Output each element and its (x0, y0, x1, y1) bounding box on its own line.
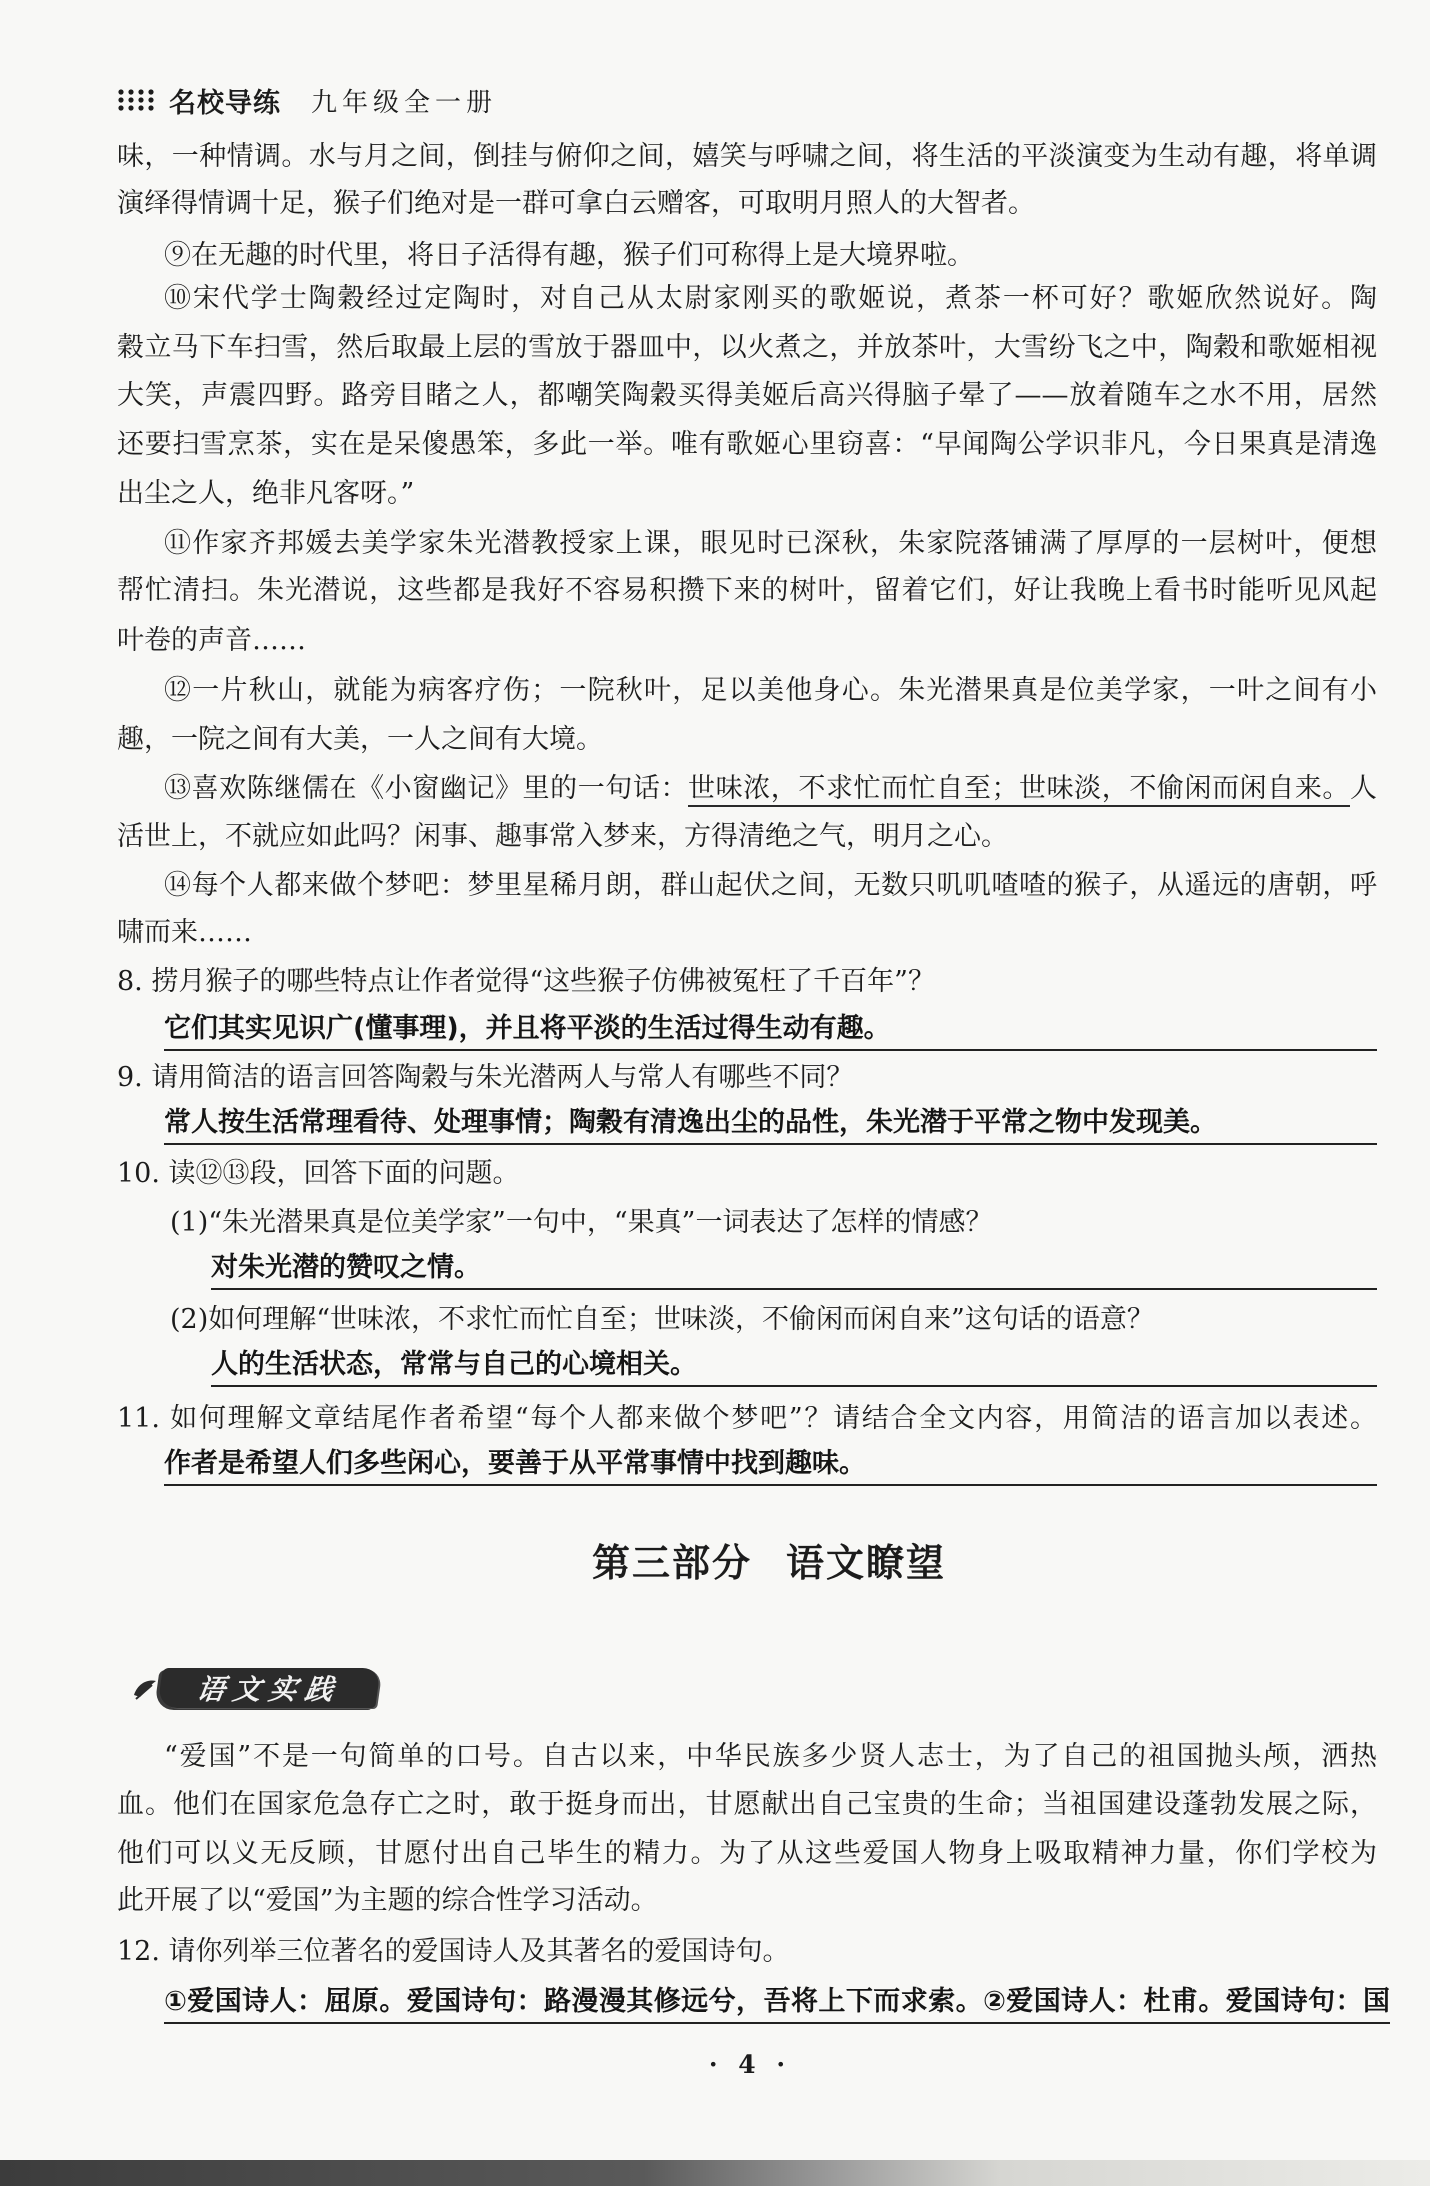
badge-label: 语文实践 (157, 1668, 381, 1708)
book-title: 九年级全一册 (311, 87, 498, 118)
section-heading (592, 1540, 946, 1586)
question-11: 11. 如何理解文章结尾作者希望“每个人都来做个梦吧”？请结合全文内容，用简洁的语言加以表述。 (117, 1403, 1377, 1434)
paragraph-11-line: 叶卷的声音…… (117, 625, 306, 656)
paragraph-12-line: 趣，一院之间有大美，一人之间有大境。 (117, 724, 603, 755)
answer-10-2: 人的生活状态，常常与自己的心境相关。 (211, 1347, 1377, 1387)
paragraph-14-line: ⑭每个人都来做个梦吧：梦里星稀月朗，群山起伏之间，无数只叽叽喳喳的猴子，从遥远的唐朝，呼 (164, 870, 1377, 901)
question-10: 10. 读⑫⑬段，回答下面的问题。 (117, 1158, 520, 1189)
passage-line: 演绎得情调十足，猴子们绝对是一群可拿白云赠客，可取明月照人的大智者。 (117, 188, 1035, 219)
paragraph-14-line: 啸而来…… (117, 917, 252, 948)
underlined-quote: 世味浓，不求忙而忙自至；世味淡，不偷闲而闲自来。 (688, 773, 1350, 807)
paragraph-13-lead: ⑬喜欢陈继儒在《小窗幽记》里的一句话： (164, 773, 689, 804)
question-10-1: (1)“朱光潜果真是位美学家”一句中，“果真”一词表达了怎样的情感？ (170, 1207, 993, 1238)
question-9: 9. 请用简洁的语言回答陶穀与朱光潜两人与常人有哪些不同？ (117, 1062, 854, 1093)
answer-9: 常人按生活常理看待、处理事情；陶穀有清逸出尘的品性，朱光潜于平常之物中发现美。 (164, 1105, 1377, 1145)
answer-11: 作者是希望人们多些闲心，要善于从平常事情中找到趣味。 (164, 1446, 1377, 1486)
paragraph-13-line: 活世上，不就应如此吗？闲事、趣事常入梦来，方得清绝之气，明月之心。 (117, 821, 1008, 852)
intro-line: 血。他们在国家危急存亡之时，敢于挺身而出，甘愿献出自己宝贵的生命；当祖国建设蓬勃发展之际， (117, 1789, 1377, 1820)
section-badge (132, 1664, 378, 1712)
paragraph-10-line: ⑩宋代学士陶穀经过定陶时，对自己从太尉家刚买的歌姬说，煮茶一杯可好？歌姬欣然说好。陶 (164, 283, 1377, 314)
section-title: 语文瞭望 (786, 1541, 947, 1585)
question-8: 8. 捞月猴子的哪些特点让作者觉得“这些猴子仿佛被冤枉了千百年”？ (117, 966, 935, 997)
dot-grid-icon (117, 88, 157, 112)
answer-12: ①爱国诗人：屈原。爱国诗句：路漫漫其修远兮，吾将上下而求索。②爱国诗人：杜甫。爱国诗句：国 (164, 1984, 1390, 2024)
paragraph-13-tail: 人 (1350, 773, 1377, 804)
paragraph-11-line: 帮忙清扫。朱光潜说，这些都是我好不容易积攒下来的树叶，留着它们，好让我晚上看书时能听见风起 (117, 575, 1377, 606)
paragraph-10-line: 出尘之人，绝非凡客呀。” (117, 478, 415, 509)
intro-line: “爱国”不是一句简单的口号。自古以来，中华民族多少贤人志士，为了自己的祖国抛头颅，洒热 (164, 1741, 1377, 1772)
paragraph-11-line: ⑪作家齐邦媛去美学家朱光潜教授家上课，眼见时已深秋，朱家院落铺满了厚厚的一层树叶，便想 (164, 528, 1377, 559)
paragraph-9: ⑨在无趣的时代里，将日子活得有趣，猴子们可称得上是大境界啦。 (164, 240, 974, 271)
answer-8: 它们其实见识广(懂事理)，并且将平淡的生活过得生动有趣。 (164, 1011, 1377, 1051)
paragraph-10-line: 穀立马下车扫雪，然后取最上层的雪放于器皿中，以火煮之，并放茶叶，大雪纷飞之中，陶穀和歌姬相视 (117, 332, 1377, 363)
passage-line: 味，一种情调。水与月之间，倒挂与俯仰之间，嬉笑与呼啸之间，将生活的平淡演变为生动有趣，将单调 (117, 141, 1377, 172)
intro-line: 此开展了以“爱国”为主题的综合性学习活动。 (117, 1885, 658, 1916)
paragraph-12-line: ⑫一片秋山，就能为病客疗伤；一院秋叶，足以美他身心。朱光潜果真是位美学家，一叶之间有小 (164, 675, 1377, 706)
section-part: 第三部分 (592, 1541, 753, 1585)
scan-edge (0, 2160, 1430, 2186)
question-10-2: (2)如何理解“世味浓，不求忙而忙自至；世味淡，不偷闲而闲自来”这句话的语意？ (170, 1304, 1154, 1335)
series-title: 名校导练 (169, 87, 281, 119)
answer-10-1: 对朱光潜的赞叹之情。 (211, 1250, 1377, 1290)
paragraph-10-line: 大笑，声震四野。路旁目睹之人，都嘲笑陶穀买得美姬后高兴得脑子晕了——放着随车之水不用，居然 (117, 380, 1377, 411)
leaf-ornament-icon (132, 1673, 158, 1703)
intro-line: 他们可以义无反顾，甘愿付出自己毕生的精力。为了从这些爱国人物身上吸取精神力量，你们学校为 (117, 1838, 1377, 1869)
running-header (117, 82, 497, 118)
paragraph-13-line (117, 769, 1377, 809)
page-number: · 4 · (708, 2050, 792, 2079)
question-12: 12. 请你列举三位著名的爱国诗人及其著名的爱国诗句。 (117, 1936, 790, 1967)
paragraph-10-line: 还要扫雪烹茶，实在是呆傻愚笨，多此一举。唯有歌姬心里窃喜：“早闻陶公学识非凡，今日果真是清逸 (117, 429, 1377, 460)
